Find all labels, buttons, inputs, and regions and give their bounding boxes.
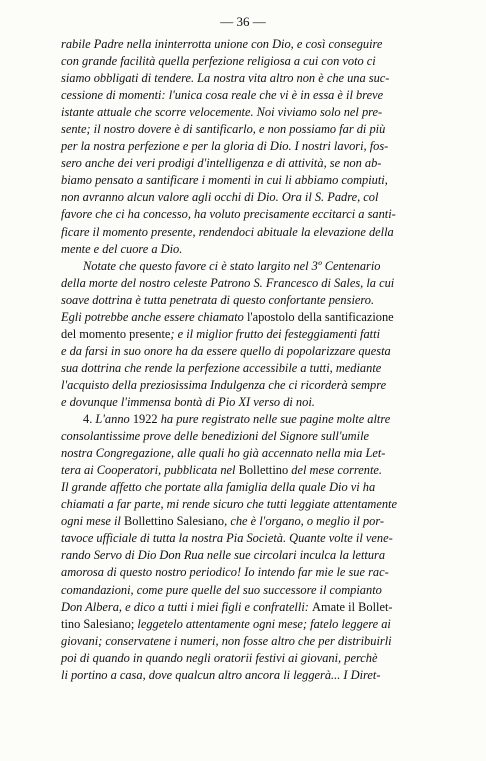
text-line — [61, 326, 473, 343]
text-run: poi di quando in quando negli oratorii festivi ai giovani, perchè — [61, 650, 378, 665]
text-run: giovani; conservatene i numeri, non fosse altro che per distribuirli — [61, 633, 392, 648]
text-run: leggetelo attentamente ogni mese; fatelo leggere ai — [137, 616, 391, 631]
text-run: ficare il momento presente, rendendoci abituale la elevazione della — [61, 224, 394, 239]
text-run: chiamati a far parte, mi rende sicuro che tutti leggiate attentamente — [61, 497, 397, 512]
text-line — [61, 513, 473, 530]
text-line — [61, 667, 473, 684]
text-line — [61, 445, 473, 462]
text-run: Il grande affetto che portate alla famiglia della quale Dio vi ha — [61, 480, 376, 495]
text-run: istante attuale che scorre velocemente. Noi viviamo solo nel pre- — [61, 105, 383, 120]
text-run: , che è l'organo, o meglio il por- — [224, 514, 385, 529]
text-line — [61, 462, 473, 479]
text-run: rabile Padre nella ininterrotta unione con Dio, e così conseguire — [61, 37, 383, 51]
text-line — [61, 258, 473, 275]
text-run: 1922 — [132, 412, 161, 427]
text-run: Egli potrebbe anche essere chiamato — [61, 309, 247, 324]
text-run: del momento presente — [61, 326, 171, 341]
text-run: ; e il miglior frutto dei festeggiamenti fatti — [170, 326, 381, 341]
text-line — [61, 36, 473, 53]
text-line — [61, 377, 473, 394]
text-line — [61, 428, 473, 445]
text-line — [61, 292, 473, 309]
body-text — [61, 36, 473, 684]
text-run: con grande facilità quella perfezione religiosa a cui con voto ci — [61, 54, 376, 69]
text-line — [61, 206, 473, 223]
text-run: l'apostolo della santificazione — [246, 309, 394, 324]
text-line — [61, 496, 473, 513]
text-run: Notate che questo favore ci è stato largito nel 3º Centenario — [83, 258, 381, 273]
text-run: 4. — [83, 412, 96, 427]
text-run: sente; il nostro dovere è di santificarlo, e non possiamo far di più — [61, 122, 386, 137]
text-run: tera ai Cooperatori, pubblicata nel — [61, 463, 239, 478]
text-line — [61, 172, 473, 189]
text-run: L'anno — [95, 412, 133, 427]
text-line — [61, 343, 473, 360]
text-run: Bollettino Salesiano — [123, 514, 225, 529]
text-line — [61, 309, 473, 326]
text-line — [61, 224, 473, 241]
text-run: soave dottrina è tutta penetrata di questo confortante pensiero. — [61, 292, 375, 307]
text-line — [61, 121, 473, 138]
text-run: sero anche dei veri prodigi d'intelligenza e di attività, se non ab- — [61, 156, 382, 171]
text-run: tino Salesiano; — [61, 616, 138, 631]
text-line — [61, 616, 473, 633]
text-run: ogni mese il — [61, 514, 124, 529]
text-run: tavoce ufficiale di tutta la nostra Pia Società. Quante volte il vene- — [61, 531, 393, 546]
text-run: favore che ci ha concesso, ha voluto precisamente eccitarci a santi- — [61, 207, 396, 222]
text-run: li portino a casa, dove qualcun altro ancora li leggerà... I Diret- — [61, 667, 381, 682]
text-run: cessione di momenti: l'unica cosa reale che vi è in essa è il breve — [61, 88, 384, 103]
text-line — [61, 241, 473, 258]
text-line — [61, 530, 473, 547]
text-run: Amate il Bollet- — [312, 599, 393, 614]
text-run: Don Albera, e dico a tutti i miei figli e confratelli: — [61, 599, 312, 614]
text-run: siamo obbligati di tendere. La nostra vita altro non è che una suc- — [61, 71, 390, 86]
text-line — [61, 599, 473, 616]
text-line — [61, 53, 473, 70]
text-line — [61, 104, 473, 121]
text-run: della morte del nostro celeste Patrono S. Francesco di Sales, la cui — [61, 275, 395, 290]
text-run: e da farsi in suo onore ha da essere quello di popolarizzare questa — [61, 343, 391, 358]
text-run: nostra Congregazione, alle quali ho già accennato nella mia Let- — [61, 446, 386, 461]
text-line — [61, 479, 473, 496]
text-run: consolantissime prove delle benedizioni del Signore sull'umile — [61, 429, 370, 444]
text-run: amorosa di questo nostro periodico! Io intendo far mie le sue rac- — [61, 565, 389, 580]
text-line — [61, 633, 473, 650]
text-run: e dovunque l'immensa bontà di Pio XI verso di noi. — [61, 394, 315, 409]
text-run: rando Servo di Dio Don Rua nelle sue circolari inculca la lettura — [61, 548, 386, 563]
text-line — [61, 650, 473, 667]
text-line — [61, 360, 473, 377]
text-line — [61, 582, 473, 599]
text-run: sua dottrina che rende la perfezione accessibile a tutti, mediante — [61, 360, 382, 375]
text-line — [61, 275, 473, 292]
text-line — [61, 87, 473, 104]
text-run: non avranno alcun valore agli occhi di Dio. Ora il S. Padre, col — [61, 190, 379, 205]
text-line — [61, 70, 473, 87]
page-number: — 36 — — [220, 14, 266, 29]
text-run: ha pure registrato nelle sue pagine molte altre — [160, 412, 391, 427]
text-line — [61, 394, 473, 411]
text-line — [61, 155, 473, 172]
text-run: biamo pensato a santificare i momenti in cui li abbiamo compiuti, — [61, 173, 388, 188]
text-line — [61, 189, 473, 206]
text-run: Bollettino — [238, 463, 289, 478]
text-line — [61, 547, 473, 564]
text-run: comandazioni, come pure quelle del suo successore il compianto — [61, 582, 382, 597]
text-run: per la nostra perfezione e per la gloria di Dio. I nostri lavori, fos- — [61, 139, 389, 154]
text-run: del mese corrente. — [288, 463, 382, 478]
text-run: mente e del cuore a Dio. — [61, 241, 183, 256]
text-line — [61, 411, 473, 428]
text-run: l'acquisto della preziosissima Indulgenza che ci ricorderà sempre — [61, 377, 387, 392]
text-line — [61, 138, 473, 155]
text-line — [61, 564, 473, 581]
